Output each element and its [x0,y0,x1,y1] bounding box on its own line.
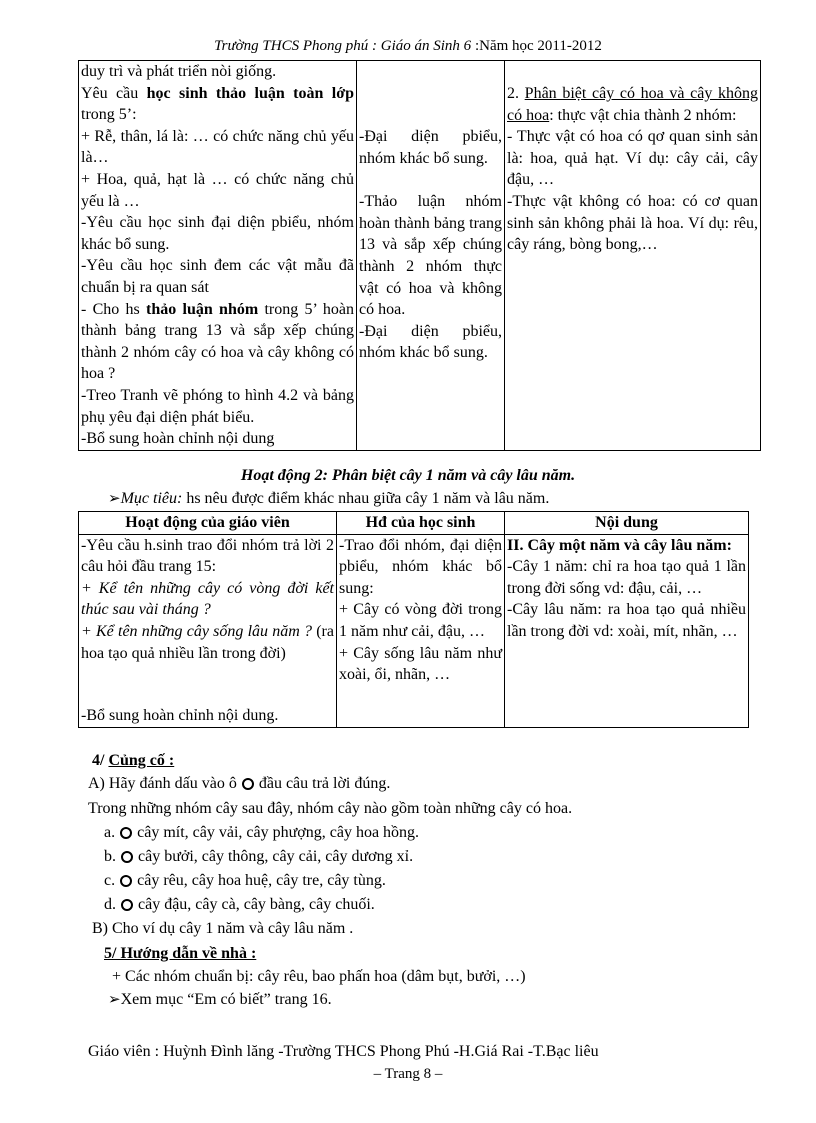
circle-checkbox-icon [120,875,132,887]
text-line: -Thảo luận nhóm hoàn thành bảng trang 13 và sắp xếp chúng thành 2 nhóm thực vật có hoa và không có hoa. [359,193,502,319]
text-line: -Thực vật không có hoa: có cơ quan sinh sản không phải là hoa. Ví dụ: rêu, cây ráng, bòng bong,… [507,192,758,254]
text-line: -Yêu cầu h.sinh trao đổi nhóm trả lời 2 câu hỏi đầu trang 15: [81,536,334,576]
option-c: c. cây rêu, cây hoa huệ, cây tre, cây tùng. [104,872,386,889]
pointer-hand-icon: ➢ [108,491,121,507]
text-line: -Treo Tranh vẽ phóng to hình 4.2 và bảng phụ yêu đại diện phát biểu. [81,386,354,426]
homework-item-1: + Các nhóm chuẩn bị: cây rêu, bao phấn hoa (dâm bụt, bưởi, …) [112,968,526,985]
student-activity-cell [357,61,505,451]
circle-checkbox-icon [242,778,254,790]
page-header [0,38,816,55]
circle-checkbox-icon [121,851,133,863]
header-content: Nội dung [505,512,749,535]
page-number: – Trang 8 – [373,1066,443,1082]
homework-title: 5/ Hướng dẫn về nhà : [104,945,257,962]
text-line: + Kể tên những cây có vòng đời kết thúc sau vài tháng ? [81,579,334,619]
option-a: a. cây mít, cây vải, cây phượng, cây hoa hồng. [104,824,420,841]
text-line: - Cho hs thảo luận nhóm trong 5’ hoàn thành bảng trang 13 và sắp xếp chúng thành 2 nhóm cây có hoa và cây không có hoa ? [81,300,355,383]
text-line: + Cây có vòng đời trong 1 năm như cải, đậu, … [339,601,502,640]
activity2-table [78,511,749,728]
text-line: II. Cây một năm và cây lâu năm: [507,536,732,554]
content-cell [505,534,749,727]
text-line: + Hoa, quả, hạt là … có chức năng chủ yếu là … [81,170,354,210]
pointer-hand-icon: ➢ [108,992,121,1008]
header-teacher: Hoạt động của giáo viên [79,512,337,535]
text-line: -Đại diện pbiểu, nhóm khác bổ sung. [359,128,502,167]
header-school: Trường THCS Phong phú : Giáo án Sinh 6 [214,38,472,54]
question-a: A) Hãy đánh dấu vào ô đầu câu trả lời đúng. [88,775,391,792]
circle-checkbox-icon [120,827,132,839]
text-line: -Bổ sung hoàn chỉnh nội dung. [81,707,279,725]
text-line: -Trao đổi nhóm, đại diện pbiểu, nhóm khác bổ sung: [339,536,502,597]
text-line: -Đại diện pbiểu, nhóm khác bổ sung. [359,322,502,362]
text-line: duy trì và phát triển nòi giống. [81,63,277,80]
homework-item-2: ➢Xem mục “Em có biết” trang 16. [108,991,332,1008]
text-line: - Thực vật có hoa có qơ quan sinh sản là: hoa, quả hạt. Ví dụ: cây cải, cây đậu, … [507,128,758,189]
question-b: B) Cho ví dụ cây 1 năm và cây lâu năm . [92,920,354,937]
text-line: + Kể tên những cây sống lâu năm ? (ra hoa tạo quả nhiều lần trong đời) [81,622,334,662]
header-year: :Năm học 2011-2012 [471,38,602,54]
text-line: -Cây 1 năm: chỉ ra hoa tạo quả 1 lần trong đời sống vd: đậu, cải, … [507,558,746,597]
activity1-table [78,60,761,451]
consolidate-title: 4/ Củng cố : [92,752,175,769]
footer: Giáo viên : Huỳnh Đình lăng -Trường THCS Phong Phú -H.Giá Rai -T.Bạc liêu [88,1043,599,1060]
text-line: + Rễ, thân, lá là: … có chức năng chủ yếu là… [81,127,354,167]
text-line: + Cây sống lâu năm như xoài, ổi, nhãn, … [339,644,502,684]
student-activity-cell [337,534,505,727]
text-line: -Yêu cầu học sinh đem các vật mẫu đã chuẩn bị ra quan sát [81,257,354,296]
circle-checkbox-icon [121,899,133,911]
option-b: b. cây bưởi, cây thông, cây cải, cây dương xỉ. [104,848,414,865]
teacher-activity-cell [79,61,357,451]
text-line: Yêu cầu học sinh thảo luận toàn lớp trong 5’: [81,84,354,124]
text-line: -Yêu cầu học sinh đại diện pbiểu, nhóm khác bổ sung. [81,214,354,253]
text-line: -Cây lâu năm: ra hoa tạo quả nhiều lần trong đời vd: xoài, mít, nhãn, … [507,601,746,640]
header-student: Hđ của học sinh [337,512,505,535]
content-cell [505,61,761,451]
activity2-objective: ➢Mục tiêu: hs nêu được điểm khác nhau giữa cây 1 năm và lâu năm. [108,490,550,507]
question-text: Trong những nhóm cây sau đây, nhóm cây nào gồm toàn những cây có hoa. [88,800,573,817]
text-line: 2. Phân biệt cây có hoa và cây không có hoa: thực vật chia thành 2 nhóm: [507,85,759,124]
activity2-title: Hoạt động 2: Phân biệt cây 1 năm và cây lâu năm. [240,467,576,484]
teacher-activity-cell [79,534,337,727]
text-line: -Bổ sung hoàn chỉnh nội dung [81,430,275,448]
option-d: d. cây đậu, cây cà, cây bàng, cây chuối. [104,896,375,913]
